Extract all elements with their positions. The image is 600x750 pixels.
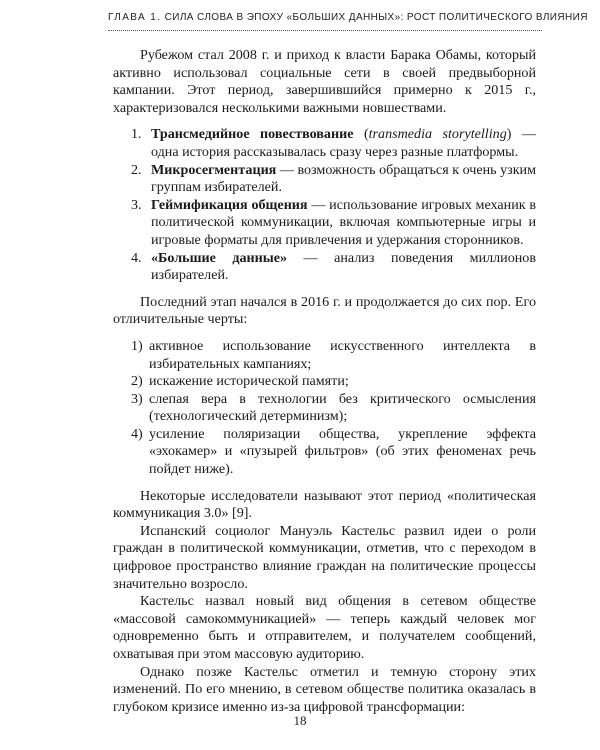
list-term: Трансмедийное повествование: [151, 126, 354, 143]
list-text: — анализ поведения миллионов избирателей.: [151, 249, 537, 284]
spacer: [113, 479, 536, 488]
list-number: 2.: [131, 161, 142, 178]
paragraph: Кастельс назвал новый вид общения в сетевом обществе «массовой самокоммуникацией» — теперь каждый человек мог одновременно быть и отправителем, и получателем сообщений, охватывая при этом массовую аудиторию.: [113, 593, 536, 662]
running-head: [108, 12, 588, 23]
numbered-list: [113, 126, 536, 284]
list-item: [113, 338, 536, 373]
paragraph: Рубежом стал 2008 г. и приход к власти Барака Обамы, который активно использовал социальные сети в своей предвыборной кампании. Этот период, завершившийся примерно к 2015 г., характеризовался несколькими важными новшествами.: [113, 47, 536, 116]
list-item: [113, 391, 536, 426]
list-item: [113, 126, 536, 161]
paren-list: [113, 338, 536, 479]
body-text: [113, 47, 536, 716]
list-text: усиление поляризации общества, укрепление эффекта «эхокамер» и «пузырей фильтров» (об этих феноменах речь пойдет ниже).: [149, 425, 536, 478]
page-number: 18: [293, 713, 307, 728]
list-term: Микросегментация: [151, 161, 277, 178]
list-number: 4.: [131, 249, 142, 266]
list-item: [113, 197, 536, 250]
paragraph: Некоторые исследователи называют этот период «политическая коммуникация 3.0» [9].: [113, 487, 536, 522]
list-text: — возможность обращаться к очень узким группам избирателей.: [151, 161, 537, 196]
list-number: 1): [131, 337, 143, 354]
spacer: [113, 329, 536, 338]
list-number: 3.: [131, 196, 142, 213]
list-text: слепая вера в технологии без критического осмысления (технологический детерминизм);: [149, 390, 536, 425]
chapter-title: СИЛА СЛОВА В ЭПОХУ «БОЛЬШИХ ДАННЫХ»: РОСТ ПОЛИТИЧЕСКОГО ВЛИЯНИЯ: [164, 12, 588, 23]
list-number: 4): [131, 425, 143, 442]
list-term: Геймификация общения: [151, 196, 308, 213]
list-text: (: [353, 126, 369, 143]
chapter-label: ГЛАВА 1.: [108, 12, 162, 23]
list-text: активное использование искусственного интеллекта в избирательных кампаниях;: [149, 337, 536, 372]
list-item: [113, 426, 536, 479]
list-number: 3): [131, 390, 143, 407]
list-text: — использование игровых механик в политической коммуникации, включая компьютерные игры и игровые форматы для привлечения и удержания сторонников.: [151, 196, 536, 248]
header-divider: [108, 30, 542, 31]
list-item: [113, 373, 536, 391]
list-italic-term: transmedia storytelling: [368, 126, 507, 143]
list-text: ) — одна история рассказывалась сразу через разные платформы.: [151, 126, 537, 160]
paragraph: Последний этап начался в 2016 г. и продолжается до сих пор. Его отличительные черты:: [113, 293, 536, 328]
list-number: 1.: [131, 126, 142, 143]
list-item: [113, 162, 536, 197]
list-term: «Большие данные»: [151, 249, 288, 266]
spacer: [113, 117, 536, 126]
list-text: искажение исторической памяти;: [149, 373, 349, 390]
paragraph: Однако позже Кастельс отметил и темную сторону этих изменений. По его мнению, в сетевом обществе политика оказалась в глубоком кризисе именно из-за цифровой трансформации:: [113, 663, 536, 715]
list-number: 2): [131, 373, 143, 390]
spacer: [113, 285, 536, 294]
list-item: [113, 250, 536, 285]
paragraph: Испанский социолог Мануэль Кастельс развил идеи о роли граждан в политической коммуникации, отметив, что с переходом в цифровое пространство влияние граждан на политические процессы значительно возросло.: [113, 522, 536, 592]
